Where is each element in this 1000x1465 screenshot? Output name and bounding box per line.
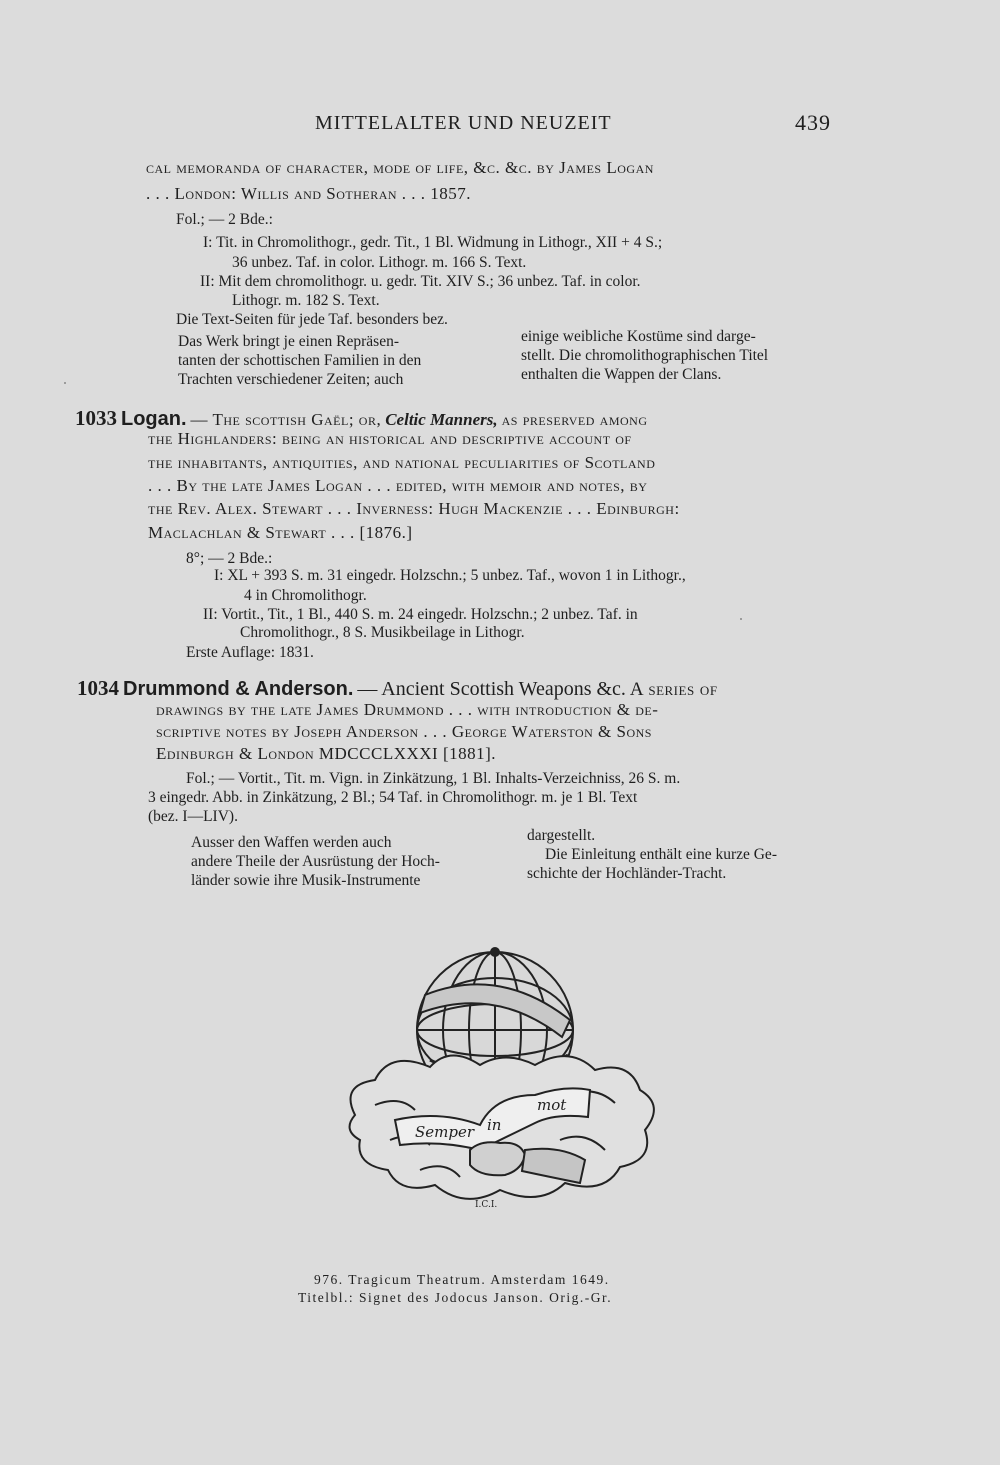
column-line: tanten der schottischen Familien in den xyxy=(178,352,422,369)
column-line: Die Einleitung enthält eine kurze Ge- xyxy=(545,846,777,863)
format-line: (bez. I—LIV). xyxy=(148,808,238,825)
entry-title-part: — Ancient Scottish Weapons &c. xyxy=(357,678,626,700)
entry-number: 1033 xyxy=(75,406,117,430)
note-right-column xyxy=(521,327,768,384)
entry-title-fraktur: Celtic Manners, xyxy=(385,410,498,429)
banner-text-semper: Semper xyxy=(415,1123,475,1141)
banner-text-in: in xyxy=(487,1116,502,1134)
volume-line: II: Vortit., Tit., 1 Bl., 440 S. m. 24 eingedr. Holzschn.; 2 unbez. Taf. in xyxy=(203,606,638,623)
column-line: stellt. Die chromolithographischen Titel xyxy=(521,347,769,364)
paper-speck xyxy=(740,618,742,620)
entry-title-part: A series of xyxy=(629,679,718,700)
column-line: Das Werk bringt je einen Repräsen- xyxy=(178,333,399,350)
entry-heading xyxy=(77,676,718,701)
entry-line: cal memoranda of character, mode of life, &c. &c. by James Logan xyxy=(146,158,654,177)
entry-line: scriptive notes by Joseph Anderson . . . George Waterston & Sons xyxy=(156,722,652,741)
entry-author: Drummond & Anderson. xyxy=(123,678,354,700)
entry-line: the inhabitants, antiquities, and national peculiarities of Scotland xyxy=(148,453,656,472)
entry-line: the Highlanders: being an historical and descriptive account of xyxy=(148,429,632,448)
entry-title-part: as preserved among xyxy=(501,410,648,429)
entry-title-part: — The scottish Gaël; or, xyxy=(190,410,382,429)
format-line: 8°; — 2 Bde.: xyxy=(186,550,273,567)
note-right-column xyxy=(527,826,777,883)
column-line: schichte der Hochländer-Tracht. xyxy=(527,865,727,882)
page-number: 439 xyxy=(795,110,831,135)
column-line: länder sowie ihre Musik-Instrumente xyxy=(191,872,421,889)
note-left-column xyxy=(191,833,440,890)
banner-text-mot: mot xyxy=(537,1096,567,1114)
volume-line: 36 unbez. Taf. in color. Lithogr. m. 166 S. Text. xyxy=(232,254,527,271)
illustration-caption: 976. Tragicum Theatrum. Amsterdam 1649. xyxy=(314,1272,610,1287)
paper-speck xyxy=(64,382,66,384)
volume-line: Chromolithogr., 8 S. Musikbeilage in Lithogr. xyxy=(240,624,525,641)
note-left-column xyxy=(178,332,421,389)
entry-author: Logan. xyxy=(121,408,187,430)
illustration-caption: Titelbl.: Signet des Jodocus Janson. Orig.-Gr. xyxy=(298,1290,613,1305)
entry-line: drawings by the late James Drummond . . . with introduction & de- xyxy=(156,700,659,719)
volume-line: I: XL + 393 S. m. 31 eingedr. Holzschn.; 5 unbez. Taf., wovon 1 in Lithogr., xyxy=(214,567,686,584)
entry-heading xyxy=(75,406,648,431)
column-line: einige weibliche Kostüme sind darge- xyxy=(521,328,756,345)
entry-number: 1034 xyxy=(77,676,119,700)
entry-line: Edinburgh & London MDCCCLXXXI [1881]. xyxy=(156,744,497,763)
entry-line: the Rev. Alex. Stewart . . . Inverness: Hugh Mackenzie . . . Edinburgh: xyxy=(148,499,680,518)
volume-line: 4 in Chromolithogr. xyxy=(244,587,367,604)
format-line: Fol.; — 2 Bde.: xyxy=(176,211,273,228)
volume-line: Lithogr. m. 182 S. Text. xyxy=(232,292,380,309)
column-line: Trachten verschiedener Zeiten; auch xyxy=(178,371,404,388)
note-line: Die Text-Seiten für jede Taf. besonders bez. xyxy=(176,311,448,328)
format-line: 3 eingedr. Abb. in Zinkätzung, 2 Bl.; 54 Taf. in Chromolithogr. m. je 1 Bl. Text xyxy=(148,789,638,806)
format-line: Fol.; — Vortit., Tit. m. Vign. in Zinkätzung, 1 Bl. Inhalts-Verzeichniss, 26 S. m. xyxy=(186,770,681,787)
column-line: Ausser den Waffen werden auch xyxy=(191,834,392,851)
volume-line: I: Tit. in Chromolithogr., gedr. Tit., 1 Bl. Widmung in Lithogr., XII + 4 S.; xyxy=(203,234,663,251)
column-line: dargestellt. xyxy=(527,827,596,844)
entry-line: Maclachlan & Stewart . . . [1876.] xyxy=(148,523,413,542)
column-line: enthalten die Wappen der Clans. xyxy=(521,366,722,383)
running-head: MITTELALTER UND NEUZEIT xyxy=(315,112,612,134)
entry-line: . . . By the late James Logan . . . edited, with memoir and notes, by xyxy=(148,476,648,495)
note-line: Erste Auflage: 1831. xyxy=(186,644,314,661)
monogram: I.C.I. xyxy=(475,1200,498,1210)
volume-line: II: Mit dem chromolithogr. u. gedr. Tit. XIV S.; 36 unbez. Taf. in color. xyxy=(200,273,641,290)
entry-line: . . . London: Willis and Sotheran . . . 1857. xyxy=(146,184,472,203)
column-line: andere Theile der Ausrüstung der Hoch- xyxy=(191,853,440,870)
printers-device-illustration xyxy=(330,945,690,1225)
